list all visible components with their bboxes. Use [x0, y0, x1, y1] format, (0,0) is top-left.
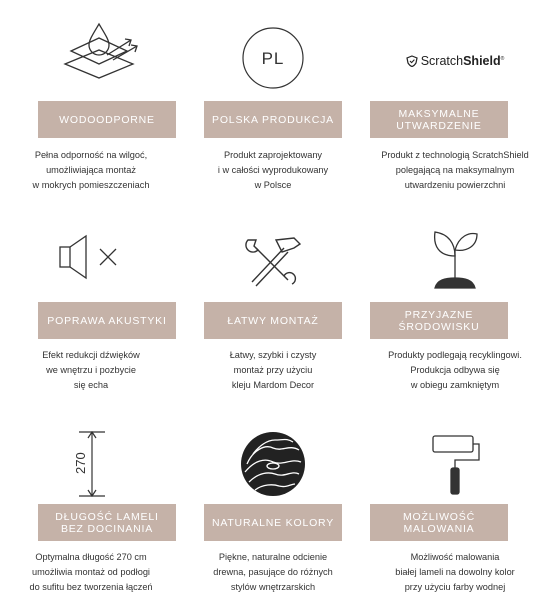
paint-roller-icon: [425, 432, 485, 498]
feature-title: WODOODPORNE: [38, 101, 176, 138]
water-drop-layers-icon: [0, 18, 182, 88]
logo-registered-mark: ®: [500, 55, 505, 62]
feature-poprawa-akustyki: [0, 210, 182, 410]
feature-description: Produkty podlegają recyklingowi. Produkcja odbywa się w obiegu zamkniętym: [388, 350, 522, 390]
feature-dlugosc-lameli: [0, 420, 182, 610]
feature-title: MAKSYMALNE UTWARDZENIE: [370, 101, 508, 138]
feature-description: Pełna odporność na wilgoć, umożliwiająca montaż w mokrych pomieszczeniach: [32, 150, 150, 190]
feature-mozliwosc-malowania: [364, 420, 546, 610]
feature-przyjazne-srodowisku: [364, 210, 546, 410]
hammer-wrench-icon: [238, 230, 308, 290]
pl-text: PL: [261, 49, 285, 68]
length-label: 270: [73, 452, 88, 474]
feature-description: Efekt redukcji dźwięków we wnętrzu i pozbycie się echa: [42, 350, 140, 390]
shield-icon: [406, 55, 418, 67]
scratchshield-logo: [406, 54, 505, 68]
speaker-mute-icon: [56, 232, 126, 282]
plant-sprout-icon: [425, 226, 485, 290]
feature-description: Produkt zaprojektowany i w całości wyprodukowany w Polsce: [217, 150, 329, 190]
length-270-icon: [61, 428, 121, 500]
logo-text-shield: Shield: [463, 54, 501, 68]
wood-grain-icon: [239, 430, 307, 498]
feature-title: POLSKA PRODUKCJA: [204, 101, 342, 138]
feature-description: Produkt z technologią ScratchShield polegającą na maksymalnym utwardzeniu powierzchni: [381, 150, 529, 190]
feature-polska-produkcja: [182, 0, 364, 200]
feature-title: PRZYJAZNE ŚRODOWISKU: [370, 302, 508, 339]
feature-title: ŁATWY MONTAŻ: [204, 302, 342, 339]
feature-title: NATURALNE KOLORY: [204, 504, 342, 541]
feature-title: DŁUGOŚĆ LAMELI BEZ DOCINANIA: [38, 504, 176, 541]
feature-title: MOŻLIWOŚĆ MALOWANIA: [370, 504, 508, 541]
feature-wodoodporne: [0, 0, 182, 200]
feature-description: Piękne, naturalne odcienie drewna, pasujące do różnych stylów wnętrzarskich: [213, 552, 333, 592]
feature-description: Możliwość malowania białej lameli na dowolny kolor przy użyciu farby wodnej: [395, 552, 515, 592]
logo-text-scratch: Scratch: [420, 54, 464, 68]
pl-circle-icon: [241, 26, 305, 90]
feature-description: Łatwy, szybki i czysty montaż przy użyciu kleju Mardom Decor: [229, 350, 317, 390]
feature-naturalne-kolory: [182, 420, 364, 610]
feature-title: POPRAWA AKUSTYKI: [38, 302, 176, 339]
feature-description: Optymalna długość 270 cm umożliwia montaż od podłogi do sufitu bez tworzenia łączeń: [29, 552, 153, 592]
feature-latwy-montaz: [182, 210, 364, 410]
feature-maksymalne-utwardzenie: [364, 0, 546, 200]
